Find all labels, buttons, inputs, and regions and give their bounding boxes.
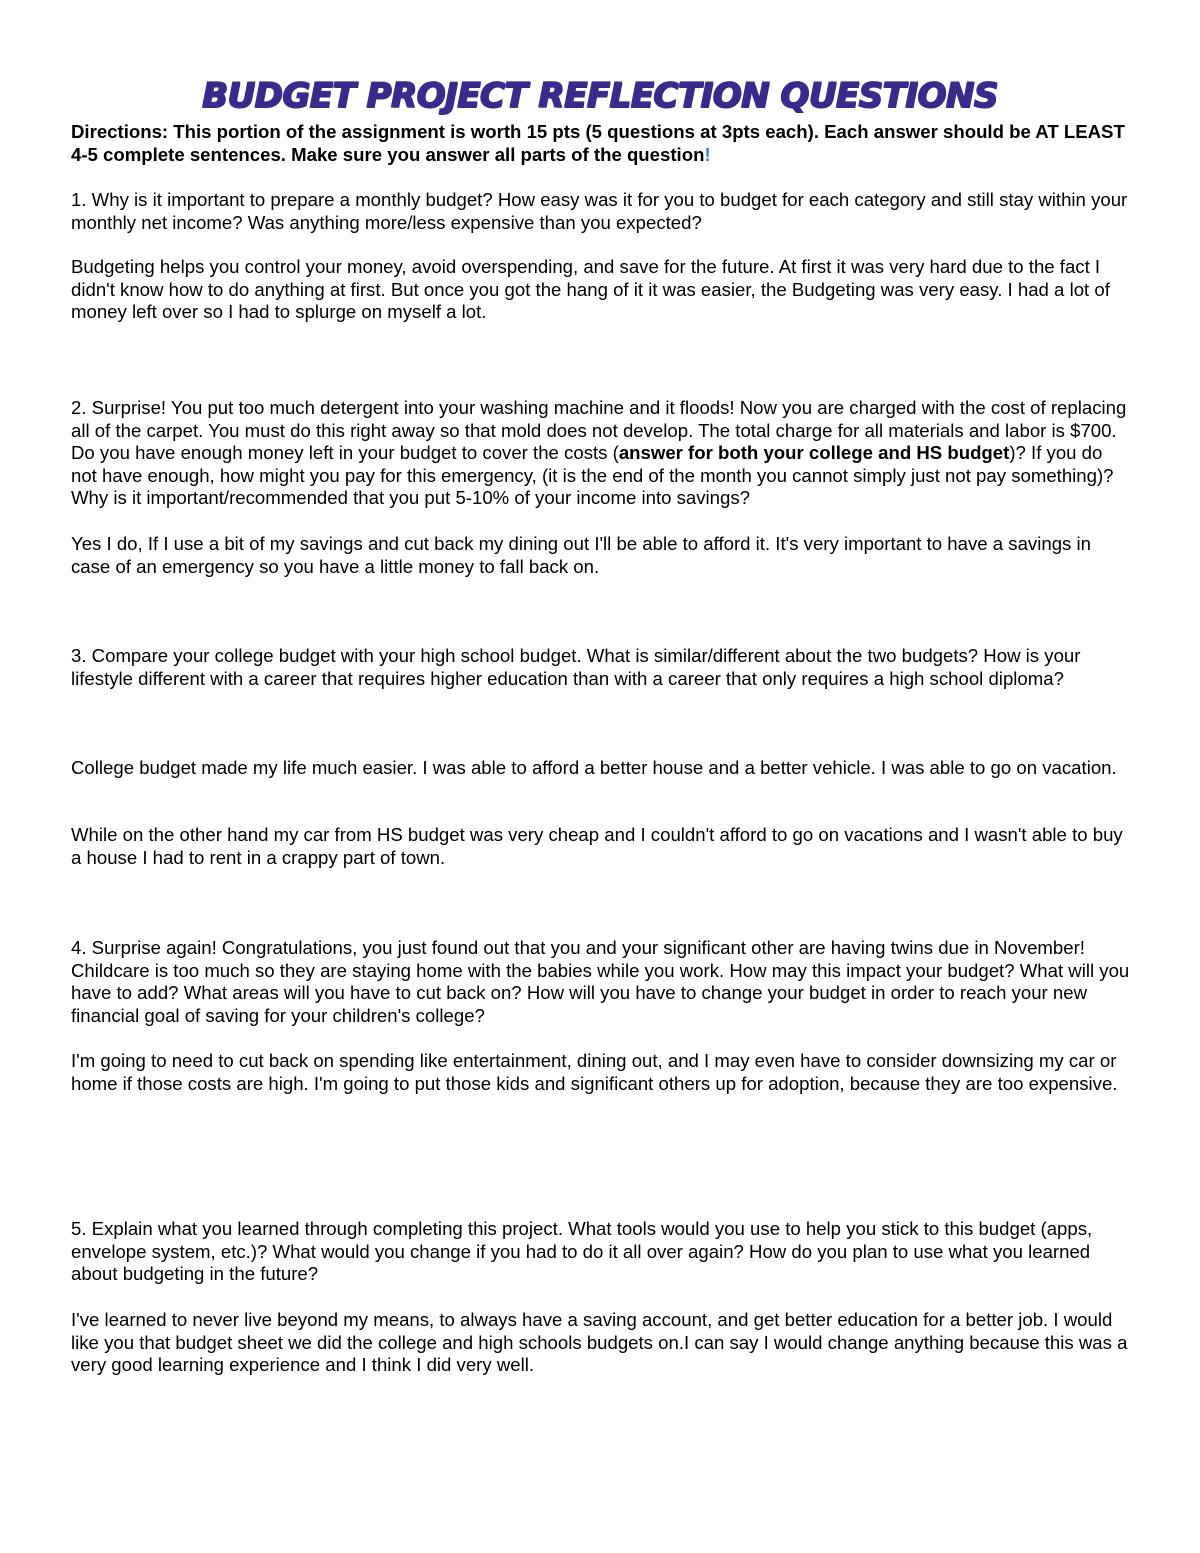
document-title: BUDGET PROJECT REFLECTION QUESTIONS — [202, 76, 998, 116]
question-2-emphasis: answer for both your college and HS budget — [618, 442, 1010, 464]
answer-2: Yes I do, If I use a bit of my savings and cut back my dining out I'll be able to afford it. It's very important to have a savings in case of an emergency so you have a little money to fall back on. — [71, 533, 1091, 577]
question-2-part-2: )? If you do not have enough, how might you pay for this emergency, (it is the end of the month you cannot simply just not pay something)? Why is it important/recommended that you put 5-10% of your income into savings? — [71, 442, 1114, 509]
answer-5: I've learned to never live beyond my means, to always have a saving account, and get better education for a better job. I would like you that budget sheet we did the college and high schools budgets on.I can say I would change anything because this was a very good learning experience and I think I did very well. — [71, 1309, 1128, 1376]
question-2 — [71, 397, 1133, 510]
answer-1: Budgeting helps you control your money, avoid overspending, and save for the future. At first it was very hard due to the fact I didn't know how to do anything at first. But once you got the hang of it it was easier, the Budgeting was very easy. I had a lot of money left over so I had to splurge on myself a lot. — [71, 256, 1110, 323]
directions-text: Directions: This portion of the assignment is worth 15 pts (5 questions at 3pts each). Each answer should be AT LEAST 4-5 complete sentences. Make sure you answer all parts of the question — [71, 121, 1125, 165]
answer-3-paragraph-1: College budget made my life much easier. I was able to afford a better house and a better vehicle. I was able to go on vacation. — [71, 757, 1117, 778]
question-2-part-1: 2. Surprise! You put too much detergent into your washing machine and it floods! Now you are charged with the cost of replacing all of the carpet. You must do this right away so that mold does not develop. The total charge for all materials and labor is $700. Do you have enough money left in your budget to cover the costs ( — [71, 397, 1127, 464]
question-5: 5. Explain what you learned through completing this project. What tools would you use to help you stick to this budget (apps, envelope system, etc.)? What would you change if you had to do it all over again? How do you plan to use what you learned about budgeting in the future? — [71, 1218, 1093, 1285]
directions-exclamation: ! — [704, 143, 711, 165]
question-3: 3. Compare your college budget with your high school budget. What is similar/different about the two budgets? How is your lifestyle different with a career that requires higher education than with a career that only requires a high school diploma? — [71, 645, 1081, 689]
directions — [71, 121, 1133, 166]
answer-3-paragraph-2: While on the other hand my car from HS budget was very cheap and I couldn't afford to go on vacations and I wasn't able to buy a house I had to rent in a crappy part of town. — [71, 824, 1123, 868]
answer-4: I'm going to need to cut back on spending like entertainment, dining out, and I may even have to consider downsizing my car or home if those costs are high. I'm going to put those kids and significant others up for adoption, because they are too expensive. — [71, 1050, 1118, 1094]
question-1: 1. Why is it important to prepare a monthly budget? How easy was it for you to budget for each category and still stay within your monthly net income? Was anything more/less expensive than you expected? — [71, 189, 1128, 233]
question-4: 4. Surprise again! Congratulations, you just found out that you and your significant other are having twins due in November! Childcare is too much so they are staying home with the babies while you work. How may this impact your budget? What will you have to add? What areas will you have to cut back on? How will you have to change your budget in order to reach your new financial goal of saving for your children's college? — [71, 937, 1130, 1026]
